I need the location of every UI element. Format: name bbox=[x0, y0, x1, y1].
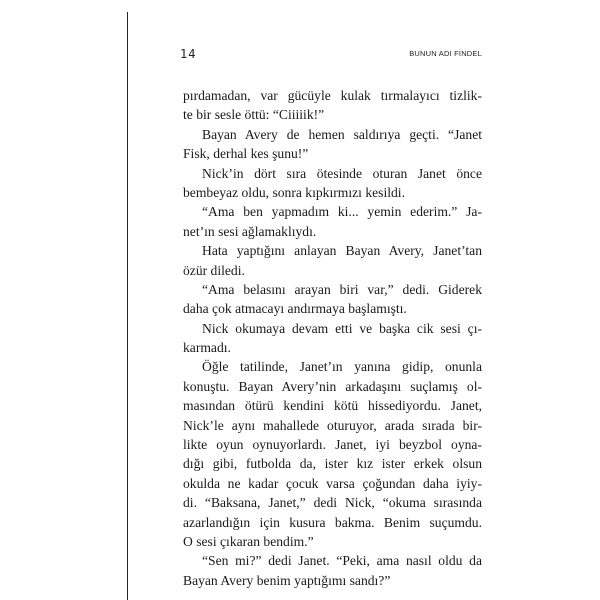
text-line: “Ama belasını arayan biri var,” dedi. Giderek bbox=[202, 281, 482, 297]
text-line: O sesi çıkaran bendim.” bbox=[183, 533, 314, 549]
text-line: “Sen mi?” dedi Janet. “Peki, ama nasıl oldu da bbox=[202, 553, 482, 569]
text-line: likte oyun oynuyorlardı. Janet, iyi beyzbol oyna- bbox=[183, 437, 482, 453]
running-title: BUNUN ADI FİNDEL bbox=[409, 49, 482, 58]
page-header bbox=[180, 47, 482, 61]
text-line: Hata yaptığını anlayan Bayan Avery, Janet’tan bbox=[202, 243, 482, 259]
text-line: bembeyaz oldu, sonra kıpkırmızı kesildi. bbox=[183, 184, 405, 200]
text-line: pırdamadan, var gücüyle kulak tırmalayıcı tizlik- bbox=[183, 88, 482, 103]
book-page bbox=[140, 0, 482, 600]
text-line: karmadı. bbox=[183, 340, 231, 356]
page-number: 14 bbox=[180, 47, 197, 61]
text-line: “Ama ben yapmadım ki... yemin ederim.” Ja- bbox=[202, 204, 482, 220]
text-line: te bir sesle öttü: “Ciiiiik!” bbox=[183, 107, 325, 123]
page-edge-line bbox=[127, 12, 128, 600]
text-line: okulda ne kadar çocuk varsa çoğundan daha iyiy- bbox=[183, 475, 482, 491]
text-line: özür diledi. bbox=[183, 262, 245, 278]
text-line: masından ötürü kendini kötü hissediyordu. Janet, bbox=[183, 398, 482, 414]
text-line: Nick’in dört sıra ötesinde oturan Janet önce bbox=[202, 165, 482, 181]
text-line: di. “Baksana, Janet,” dedi Nick, “okuma sırasında bbox=[183, 495, 482, 511]
text-line: Nick’le aynı mahallede oturuyor, arada sırada bir- bbox=[183, 417, 482, 433]
text-line: net’ın sesi ağlamaklıydı. bbox=[183, 223, 317, 239]
text-line: konuştu. Bayan Avery’nin arkadaşını suçlamış ol- bbox=[183, 378, 482, 394]
text-line: Öğle tatilinde, Janet’ın yanına gidip, onunla bbox=[202, 359, 482, 375]
text-line: azarlandığın için kusura bakma. Benim suçumdu. bbox=[183, 514, 482, 530]
text-line: daha çok atmacayı andırmaya başlamıştı. bbox=[183, 301, 407, 317]
text-line: Nick okumaya devam etti ve başka cik sesi çı- bbox=[202, 320, 482, 336]
text-line: Bayan Avery benim yaptığımı sandı?” bbox=[183, 572, 391, 588]
text-line: Fisk, derhal kes şunu!” bbox=[183, 146, 309, 162]
text-line: dığı gibi, futbolda da, ister kız ister erkek olsun bbox=[183, 456, 482, 472]
text-line: Bayan Avery de hemen saldırıya geçti. “Janet bbox=[202, 126, 482, 142]
body-text bbox=[183, 86, 482, 590]
